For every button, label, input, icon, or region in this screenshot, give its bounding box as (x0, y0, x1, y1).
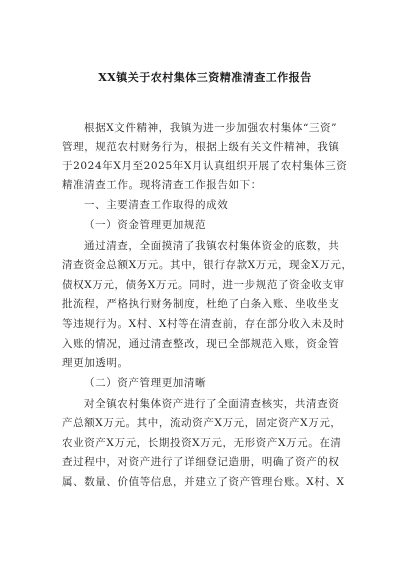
paragraph-line: 批流程，严格执行财务制度，杜绝了白条入账、坐收坐支 (62, 298, 340, 310)
paragraph-line: 农业资产X万元，长期投资X万元，无形资产X万元。在清 (62, 437, 342, 449)
section-heading: 一、主要清查工作取得的成效 (84, 199, 229, 211)
document-title: XX镇关于农村集体三资精准清查工作报告 (98, 71, 312, 84)
paragraph-line: 管理，规范农村财务行为，根据上级有关文件精神，我镇 (62, 141, 340, 153)
paragraph-line: 通过清查，全面摸清了我镇农村集体资金的底数，共 (84, 240, 340, 252)
paragraph-line: 入账的情况，通过清查整改，现已全部规范入账，资金管 (62, 338, 340, 350)
paragraph-line: 根据X文件精神，我镇为进一步加强农村集体“三资” (84, 122, 338, 134)
paragraph-line: 属、数量、价值等信息，并建立了资产管理台账。X村、X (62, 476, 345, 488)
paragraph-line: 产总额X万元。其中，流动资产X万元，固定资产X万元， (62, 417, 342, 429)
subsection-heading: （二）资产管理更加清晰 (84, 377, 207, 389)
paragraph-line: 对全镇农村集体资产进行了全面清查核实，共清查资 (84, 398, 340, 410)
subsection-heading: （一）资金管理更加规范 (84, 219, 207, 231)
paragraph-line: 精准清查工作。现将清查工作报告如下： (62, 179, 262, 191)
paragraph-line: 于2024年X月至2025年X月认真组织开展了农村集体三资 (62, 160, 348, 172)
paragraph-line: 等违规行为。X村、X村等在清查前，存在部分收入未及时 (62, 318, 345, 330)
paragraph-line: 清查资金总额X万元。其中，银行存款X万元，现金X万元， (62, 259, 353, 271)
paragraph-line: 查过程中，对资产进行了详细登记造册，明确了资产的权 (62, 456, 340, 468)
paragraph-line: 理更加透明。 (62, 357, 129, 369)
paragraph-line: 债权X万元，债务X万元。同时，进一步规范了资金收支审 (62, 279, 345, 291)
